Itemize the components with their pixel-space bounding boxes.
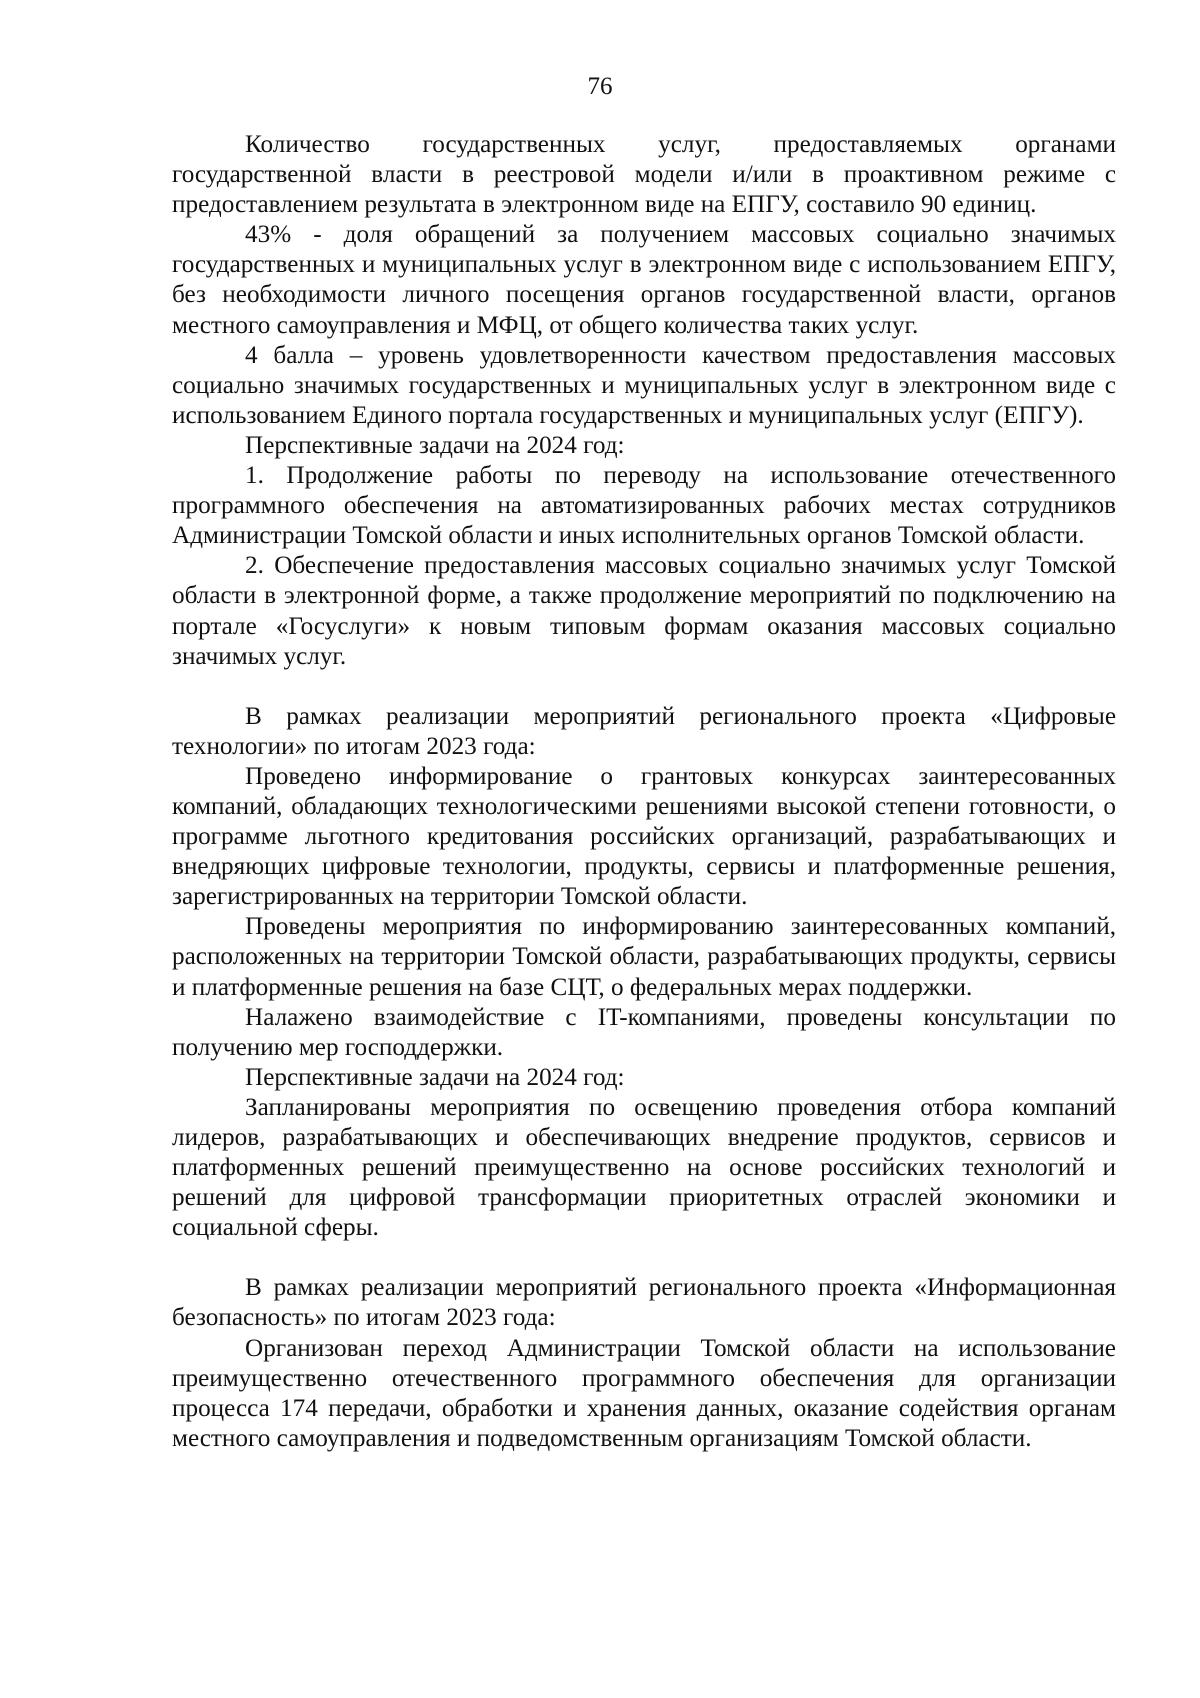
paragraph-task-1: 1. Продолжение работы по переводу на использование отечественного программного обеспечения на автоматизированных рабочих местах сотрудников Администрации Томской области и иных исполнительных органов Томской области. bbox=[172, 462, 1116, 550]
section-gap bbox=[172, 1243, 1116, 1273]
paragraph-tasks-heading-2: Перспективные задачи на 2024 год: bbox=[245, 1063, 625, 1091]
paragraph-task-2: 2. Обеспечение предоставления массовых социально значимых услуг Томской области в электронной форме, а также продолжение мероприятий по подключению на портале «Госуслуги» к новым типовым формам оказания массовых социально значимых услуг. bbox=[172, 552, 1116, 670]
document-body bbox=[172, 130, 1116, 1454]
page-number: 76 bbox=[587, 73, 613, 100]
paragraph-it-cooperation: Налажено взаимодействие с IT-компаниями, проведены консультации по получению мер господдержки. bbox=[172, 1003, 1116, 1061]
paragraph-appeals-share: 43% - доля обращений за получением массовых социально значимых государственных и муниципальных услуг в электронном виде с использованием ЕПГУ, без необходимости личного посещения органов государственной власти, органов местного самоуправления и МФЦ, от общего количества таких услуг. bbox=[172, 221, 1116, 339]
paragraph-grant-info: Проведено информирование о грантовых конкурсах заинтересованных компаний, обладающих технологическими решениями высокой степени готовности, о программе льготного кредитования российских организаций, разрабатывающих и внедряющих цифровые технологии, продукты, сервисы и платформенные решения, зарегистрированных на территории Томской области. bbox=[172, 762, 1116, 911]
paragraph-infosec-intro: В рамках реализации мероприятий регионального проекта «Информационная безопасность» по итогам 2023 года: bbox=[172, 1274, 1116, 1332]
section-gap bbox=[172, 672, 1116, 702]
paragraph-services-count: Количество государственных услуг, предоставляемых органами государственной власти в реестровой модели и/или в проактивном режиме с предоставлением результата в электронном виде на ЕПГУ, составило 90 единиц. bbox=[172, 131, 1116, 219]
paragraph-digital-tech-intro: В рамках реализации мероприятий регионального проекта «Цифровые технологии» по итогам 2023 года: bbox=[172, 702, 1116, 760]
paragraph-domestic-software: Организован переход Администрации Томской области на использование преимущественно отечественного программного обеспечения для организации процесса 174 передачи, обработки и хранения данных, оказание содействия органам местного самоуправления и подведомственным организациям Томской области. bbox=[172, 1334, 1116, 1452]
paragraph-support-measures: Проведены мероприятия по информированию заинтересованных компаний, расположенных на территории Томской области, разрабатывающих продукты, сервисы и платформенные решения на базе СЦТ, о федеральных мерах поддержки. bbox=[172, 913, 1116, 1001]
paragraph-planned-events: Запланированы мероприятия по освещению проведения отбора компаний лидеров, разрабатывающих и обеспечивающих внедрение продуктов, сервисов и платформенных решений преимущественно на основе российских технологий и решений для цифровой трансформации приоритетных отраслей экономики и социальной сферы. bbox=[172, 1093, 1116, 1242]
paragraph-satisfaction-score: 4 балла – уровень удовлетворенности качеством предоставления массовых социально значимых государственных и муниципальных услуг в электронном виде с использованием Единого портала государственных и муниципальных услуг (ЕПГУ). bbox=[172, 341, 1116, 429]
paragraph-tasks-heading: Перспективные задачи на 2024 год: bbox=[245, 431, 625, 459]
